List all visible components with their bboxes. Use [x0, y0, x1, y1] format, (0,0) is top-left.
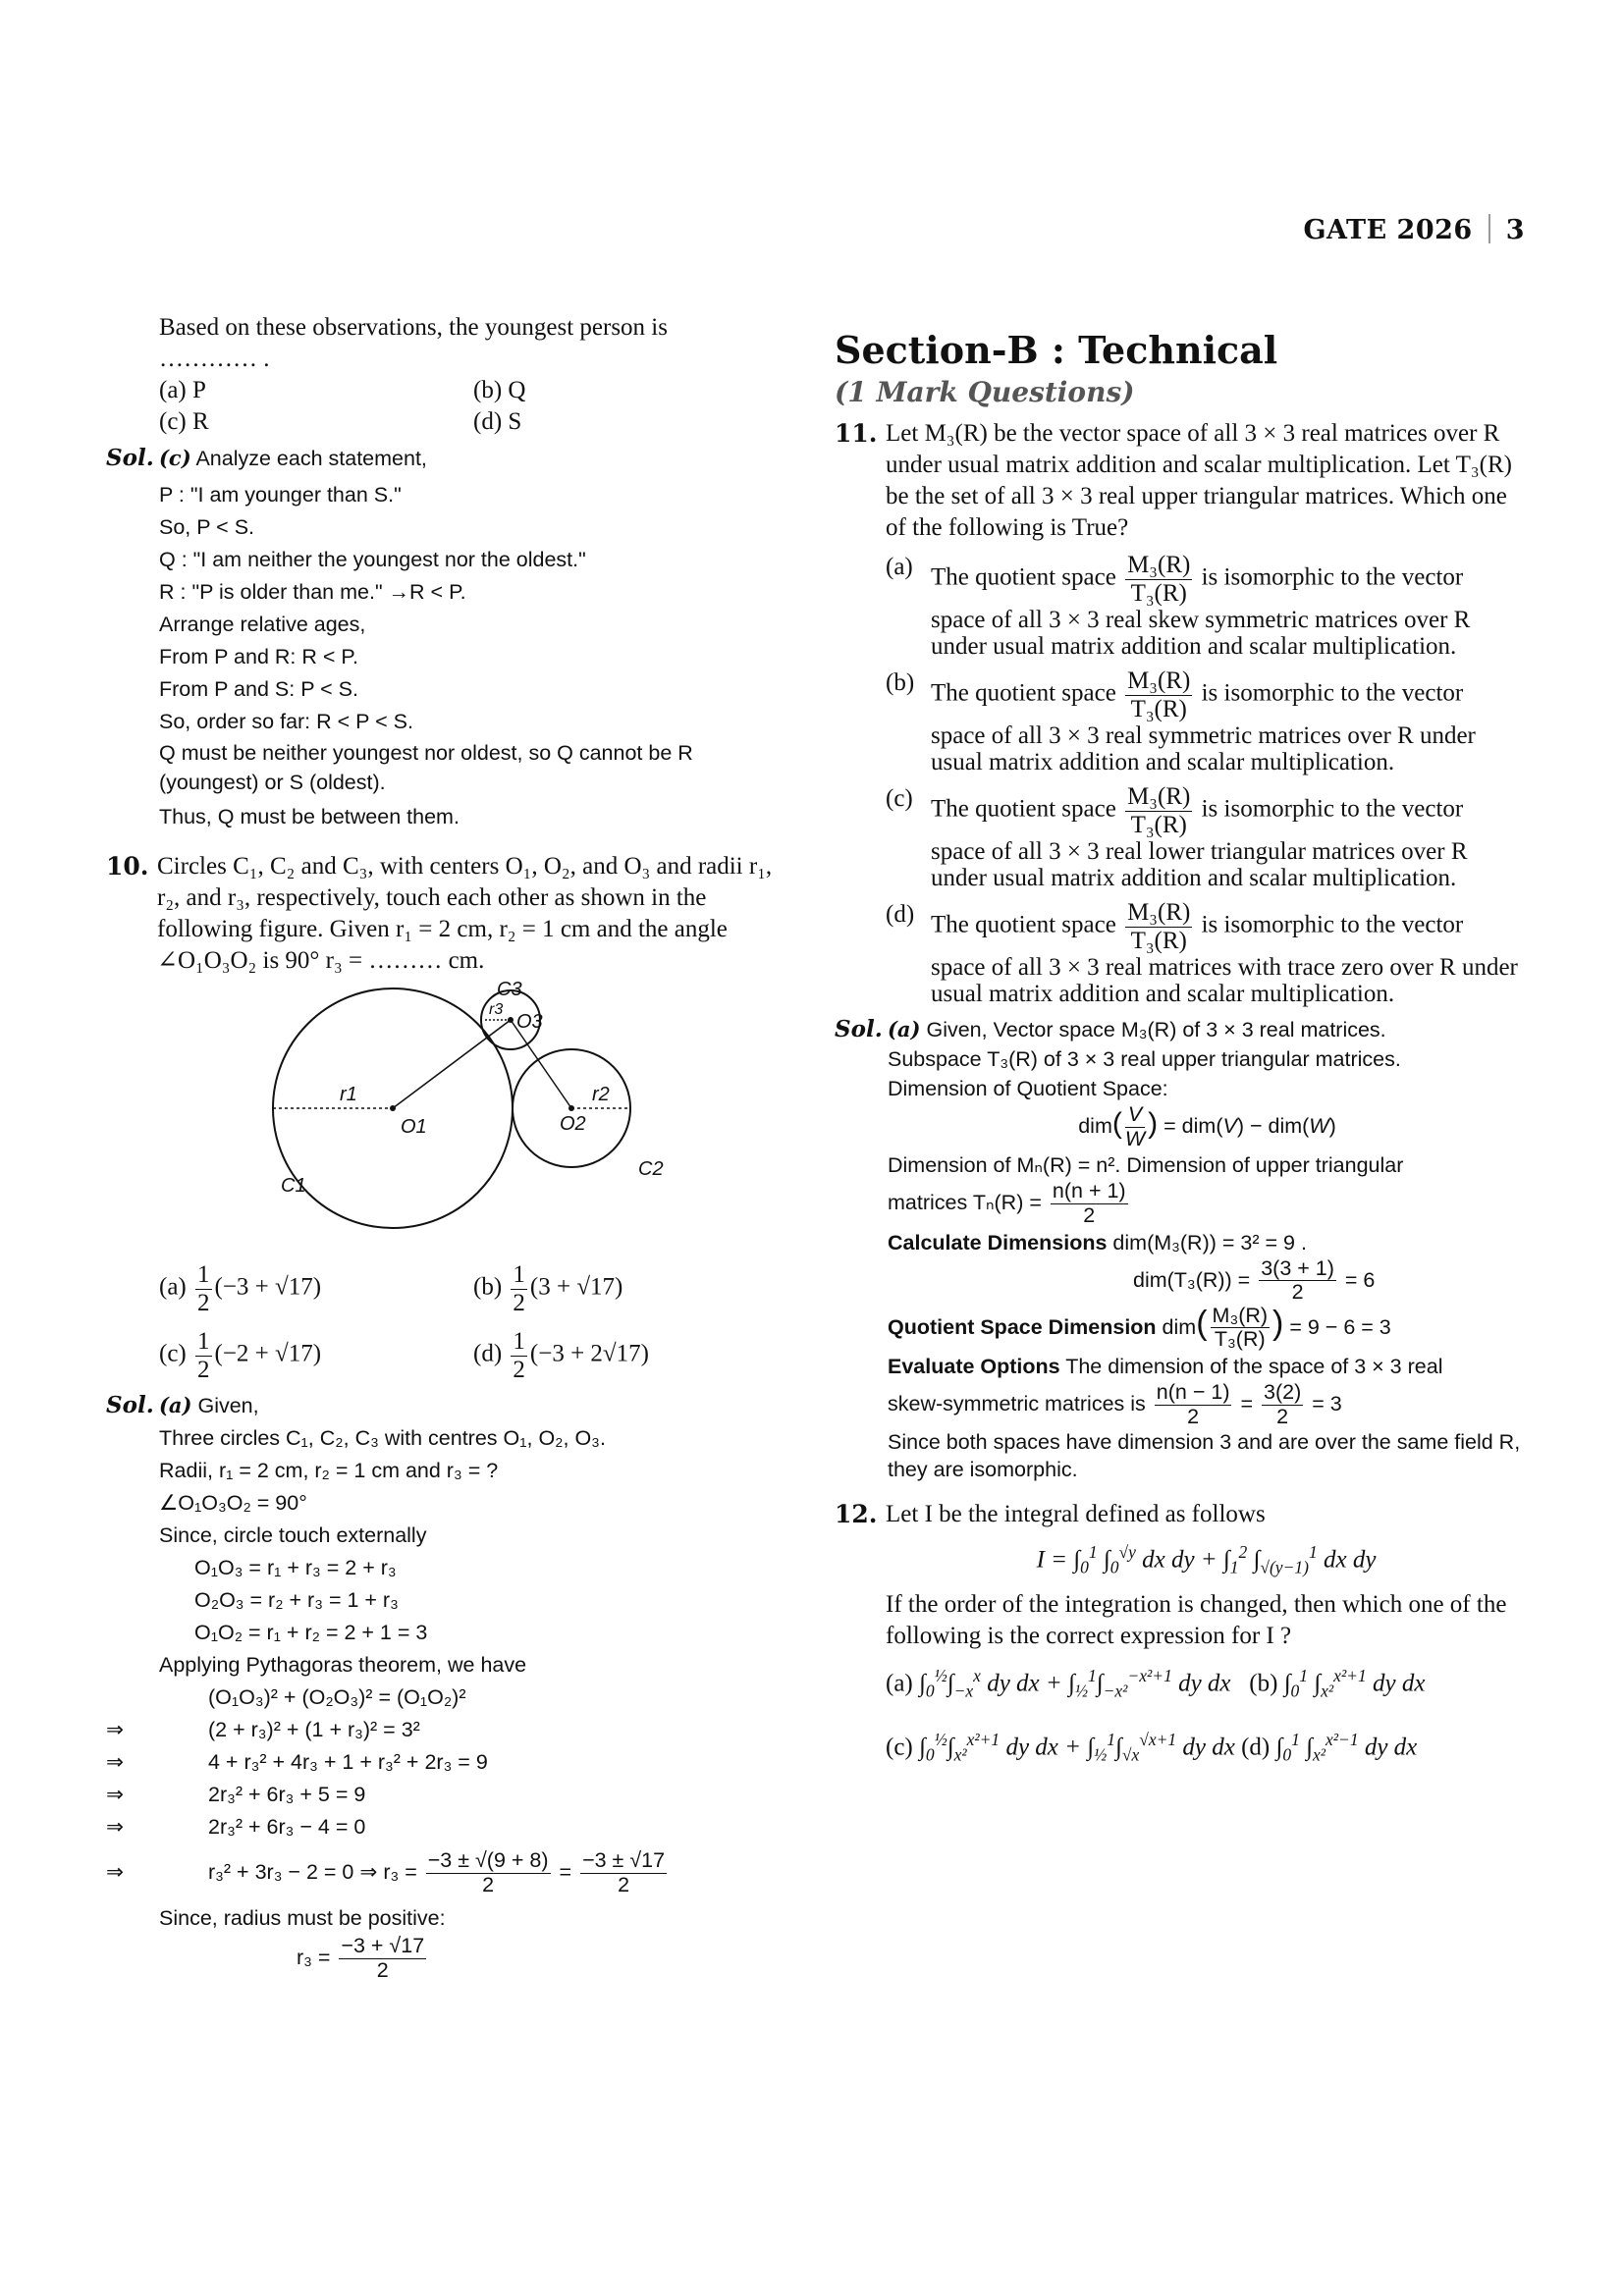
sol10-step: 2r₃² + 6r₃ + 5 = 9 [208, 1783, 366, 1806]
sol9-line: So, P < S. [159, 515, 255, 539]
sol10-answer-eq: r₃ = $\frac{-3 + √17}{2}$ [297, 1934, 425, 1982]
q9-option-c: (c) R [159, 408, 209, 435]
label-r2: r2 [592, 1084, 610, 1105]
sol10-label: Sol. [106, 1392, 154, 1418]
q12-option-d: (d) [1241, 1734, 1271, 1761]
q9-blank: ………… . [159, 346, 270, 372]
page-number: 3 [1505, 215, 1525, 245]
sol10-eq: O₁O₃ = r₁ + r₃ = 2 + r₃ [194, 1556, 397, 1579]
question-10 [106, 851, 793, 977]
sol9-line: So, order so far: R < P < S. [159, 710, 413, 733]
sol10-positive: Since, radius must be positive: [159, 1906, 446, 1931]
sol10-line: Since, circle touch externally [159, 1523, 427, 1547]
center-o3 [508, 1017, 514, 1023]
q11-text: Let M₃(R) be the vector space of all 3 × 3 real matrices over R under usual matrix addition and scalar multiplication. Let T₃(R) be the set of all 3 × 3 real upper triangular matrices. Which one of the following is True? [886, 420, 1512, 541]
sol9-answer: (c) [159, 446, 191, 470]
sol11-skew: skew-symmetric matrices is $\frac{n(n - 1)}{2}$ = $\frac{3(2)}{2}$ = 3 [888, 1380, 1342, 1428]
sol9-line: Arrange relative ages, [159, 613, 366, 636]
label-c2: C2 [638, 1158, 664, 1180]
q11-option-a-text: space of all 3 × 3 real skew symmetric matrices over R under usual matrix addition and scalar multiplication. [931, 607, 1471, 660]
sol9 [106, 442, 793, 833]
sol11-calc1: dim(M₃(R)) = 3² = 9 . [1112, 1230, 1307, 1255]
q11-number: 11. [835, 419, 878, 448]
section-subtitle: (1 Mark Questions) [835, 376, 1135, 408]
q10-option-c: (c) $\frac{1}{2}$ (−2 + √17) [159, 1328, 322, 1383]
sol11 [835, 1015, 1527, 1483]
sol11-answer: (a) [888, 1017, 921, 1041]
sol10-pythagoras: Applying Pythagoras theorem, we have [159, 1653, 527, 1677]
page-header [1303, 214, 1525, 245]
sol10-line: Radii, r₁ = 2 cm, r₂ = 1 cm and r₃ = ? [159, 1459, 499, 1482]
sol11-line: Dimension of Mₙ(R) = n². Dimension of upper triangular [888, 1153, 1404, 1178]
q9-option-a: (a) P [159, 377, 206, 403]
label-r1: r1 [340, 1084, 357, 1105]
q11-option-a: (a) The quotient space $\frac{\text{M₃(R)}}{\text{T₃(R)}}$ is isomorphic to the vector [886, 552, 1464, 607]
exam-title: GATE 2026 [1303, 215, 1473, 245]
q12-option-a: (a) [886, 1670, 913, 1697]
center-o1 [390, 1105, 396, 1111]
q11-option-d: (d) The quotient space $\frac{\text{M₃(R)}}{\text{T₃(R)}}$ is isomorphic to the vector [886, 899, 1464, 954]
sol11-calc2: dim(T₃(R)) = $\frac{3(3 + 1)}{2}$ = 6 [1133, 1255, 1376, 1305]
label-o1: O1 [401, 1116, 427, 1138]
q9-option-d: (d) S [473, 408, 522, 435]
q10-options [106, 1261, 793, 1383]
sol11-label: Sol. [835, 1016, 883, 1042]
sol9-line: R : "P is older than me." →R < P. [159, 580, 466, 604]
sol11-tn-formula: matrices Tₙ(R) = $\frac{n(n + 1)}{2}$ [888, 1179, 1126, 1227]
q9-text: Based on these observations, the youngest person is [159, 314, 668, 341]
right-column [835, 312, 1527, 1770]
q10-text: Circles C₁, C₂ and C₃, with centers O₁, O₂, and O₃ and radii r₁, r₂, and r₃, respectively, touch each other as shown in the following figure. Given r₁ = 2 cm, r₂ = 1 cm and the angle ∠O₁O₃O₂ is 90° r₃ = ……… cm. [157, 853, 773, 974]
q10-number: 10. [106, 852, 149, 881]
sol11-final: Since both spaces have dimension 3 and are over the same field R, they are isomorphic. [888, 1430, 1521, 1482]
calc-label: Calculate Dimensions [888, 1230, 1108, 1255]
q11-option-c: (c) The quotient space $\frac{\text{M₃(R)}}{\text{T₃(R)}}$ is isomorphic to the vector [886, 783, 1464, 838]
label-c1: C1 [281, 1175, 306, 1197]
section-title: Section-B : Technical [835, 328, 1278, 372]
sol10-step: 2r₃² + 6r₃ − 4 = 0 [208, 1815, 366, 1839]
sol10-answer: (a) [159, 1393, 192, 1417]
q9-options [106, 375, 793, 438]
q10-option-b: (b) $\frac{1}{2}$ (3 + √17) [473, 1261, 623, 1316]
q12-option-b: (b) [1249, 1670, 1278, 1697]
sol11-line: Subspace T₃(R) of 3 × 3 real upper triangular matrices. [888, 1047, 1401, 1071]
q10-option-d: (d) $\frac{1}{2}$ (−3 + 2√17) [473, 1328, 649, 1383]
sol9-label: Sol. [106, 445, 154, 471]
sol10-line: ∠O₁O₃O₂ = 90° [159, 1491, 307, 1515]
q12-integral: $I = \int_0^1$ $\int_0^{√y}$ dx dy + $\int_1^2$ $\int_{√(y-1)}^1$ dx dy [1036, 1542, 1377, 1577]
sol10: Sol. (a) Given, Three circles C₁, C₂, C₃ with centres O₁, O₂, O₃. Radii, r₁ = 2 cm, r₂ = 1 cm and r₃ = ? ∠O₁O₃O₂ = 90° Since, circle touch externally O₁O₃ = r₁ + r₃ = 2 + r₃ O₂O₃ = r₂ + r₃ = 1 + r₃ O₁O₂ = r₁ + r₂ = 2 + 1 = 3 Applying Pythagoras theorem, we have (O₁O₃)² + (O₂O₃)² = (O₁O₂)² ⇒ (2 + r₃)² + (1 + r₃)² = 3² ⇒ 4 + r₃² + 4r₃ + 1 + r₃² + 2r₃ = 9 ⇒ 2r₃² + 6r₃ + 5 = 9 ⇒ 2r₃² + 6r₃ − 4 = 0 ⇒ r₃² + 3r₃ − 2 = 0 ⇒ r₃ = $\frac{-3 \pm √(9 + 8)}{2}$ = $\frac{-3 \pm √17}{2}$ Since, radius must be positive: r₃ = $\frac{-3 + √17}{2}$ [106, 1389, 793, 1983]
header-divider [1488, 214, 1490, 243]
q12-text: Let I be the integral defined as follows [886, 1501, 1266, 1528]
q12-options-row2: (c) $\int_0^{\frac{1}{2}}\int_{x^2}^{x^2+1}$ dy dx + $\int_{\frac{1}{2}}^1\int_{√x}^{√x+1}$ dy dx (d) $\int_0^1$ $\int_{x^2}^{x^2-1}$ dy dx [886, 1730, 1418, 1765]
label-c3: C3 [497, 981, 522, 1000]
sol9-line: Thus, Q must be between them. [159, 805, 460, 828]
question-12 [835, 1499, 1527, 1770]
q10-option-a: (a) $\frac{1}{2}$ (−3 + √17) [159, 1261, 322, 1316]
sol10-eq: O₂O₃ = r₂ + r₃ = 1 + r₃ [194, 1588, 399, 1612]
q9-tail [106, 312, 793, 375]
q11-option-b-text: space of all 3 × 3 real symmetric matrices over R under usual matrix addition and scalar multiplication. [931, 722, 1476, 775]
q11-option-d-text: space of all 3 × 3 real matrices with trace zero over R under usual matrix addition and scalar multiplication. [931, 954, 1518, 1007]
question-11 [835, 418, 1527, 1007]
q12-options-row1: (a) $\int_0^{\frac{1}{2}}\int_{-x}^x$ dy dx + $\int_{\frac{1}{2}}^1\int_{-x^2}^{-x^2+1}$ dy dx (b) $\int_0^1$ $\int_{x^2}^{x^2+1}$ dy dx [886, 1665, 1426, 1701]
q9-option-b: (b) Q [473, 377, 526, 403]
circles-figure [253, 981, 705, 1255]
sol10-line: Three circles C₁, C₂, C₃ with centres O₁, O₂, O₃. [159, 1426, 606, 1450]
sol11-line: Dimension of Quotient Space: [888, 1077, 1168, 1100]
q12-text2: If the order of the integration is changed, then which one of the following is the correct expression for I ? [886, 1590, 1507, 1649]
sol9-line: From P and R: R < P. [159, 645, 358, 668]
sol11-dim-formula: dim( $\frac{V}{W}$ ) = dim(V) − dim(W) [1078, 1102, 1336, 1150]
sol11-line: Given, Vector space M₃(R) of 3 × 3 real matrices. [926, 1018, 1386, 1041]
label-r3: r3 [489, 1001, 504, 1018]
center-o2 [568, 1105, 574, 1111]
q12-number: 12. [835, 1500, 878, 1529]
sol9-line: Analyze each statement, [195, 447, 427, 470]
q11-option-b: (b) The quotient space $\frac{\text{M₃(R)}}{\text{T₃(R)}}$ is isomorphic to the vector [886, 667, 1464, 722]
sol10-step: (O₁O₃)² + (O₂O₃)² = (O₁O₂)² [208, 1685, 466, 1709]
sol10-eq: O₁O₂ = r₁ + r₂ = 2 + 1 = 3 [194, 1621, 428, 1644]
o3-o2-line [511, 1020, 571, 1108]
label-o3: O3 [516, 1011, 543, 1033]
left-column [106, 312, 793, 1983]
sol9-line: Q must be neither youngest nor oldest, so Q cannot be R (youngest) or S (oldest). [159, 741, 693, 794]
sol10-quadratic: ⇒ r₃² + 3r₃ − 2 = 0 ⇒ r₃ = $\frac{-3 \pm √(9 + 8)}{2}$ = $\frac{-3 \pm √17}{2}$ [106, 1848, 666, 1896]
sol9-line: Q : "I am neither the youngest nor the oldest." [159, 548, 586, 571]
label-o2: O2 [560, 1113, 586, 1135]
o1-o3-line [393, 1020, 511, 1108]
sol10-step: (2 + r₃)² + (1 + r₃)² = 3² [208, 1718, 420, 1741]
q11-option-c-text: space of all 3 × 3 real lower triangular matrices over R under usual matrix addition and scalar multiplication. [931, 838, 1468, 891]
sol9-line: From P and S: P < S. [159, 677, 358, 701]
sol11-quotient: Quotient Space Dimension dim( $\frac{\text{M₃(R)}}{\text{T₃(R)}}$ ) = 9 − 6 = 3 [888, 1303, 1391, 1352]
q12-option-c: (c) [886, 1734, 913, 1761]
sol10-given: Given, [197, 1394, 259, 1417]
sol9-line: P : "I am younger than S." [159, 483, 402, 507]
sol10-step: 4 + r₃² + 4r₃ + 1 + r₃² + 2r₃ = 9 [208, 1750, 488, 1774]
sol11-eval: The dimension of the space of 3 × 3 real [1065, 1355, 1443, 1379]
eval-label: Evaluate Options [888, 1355, 1060, 1379]
